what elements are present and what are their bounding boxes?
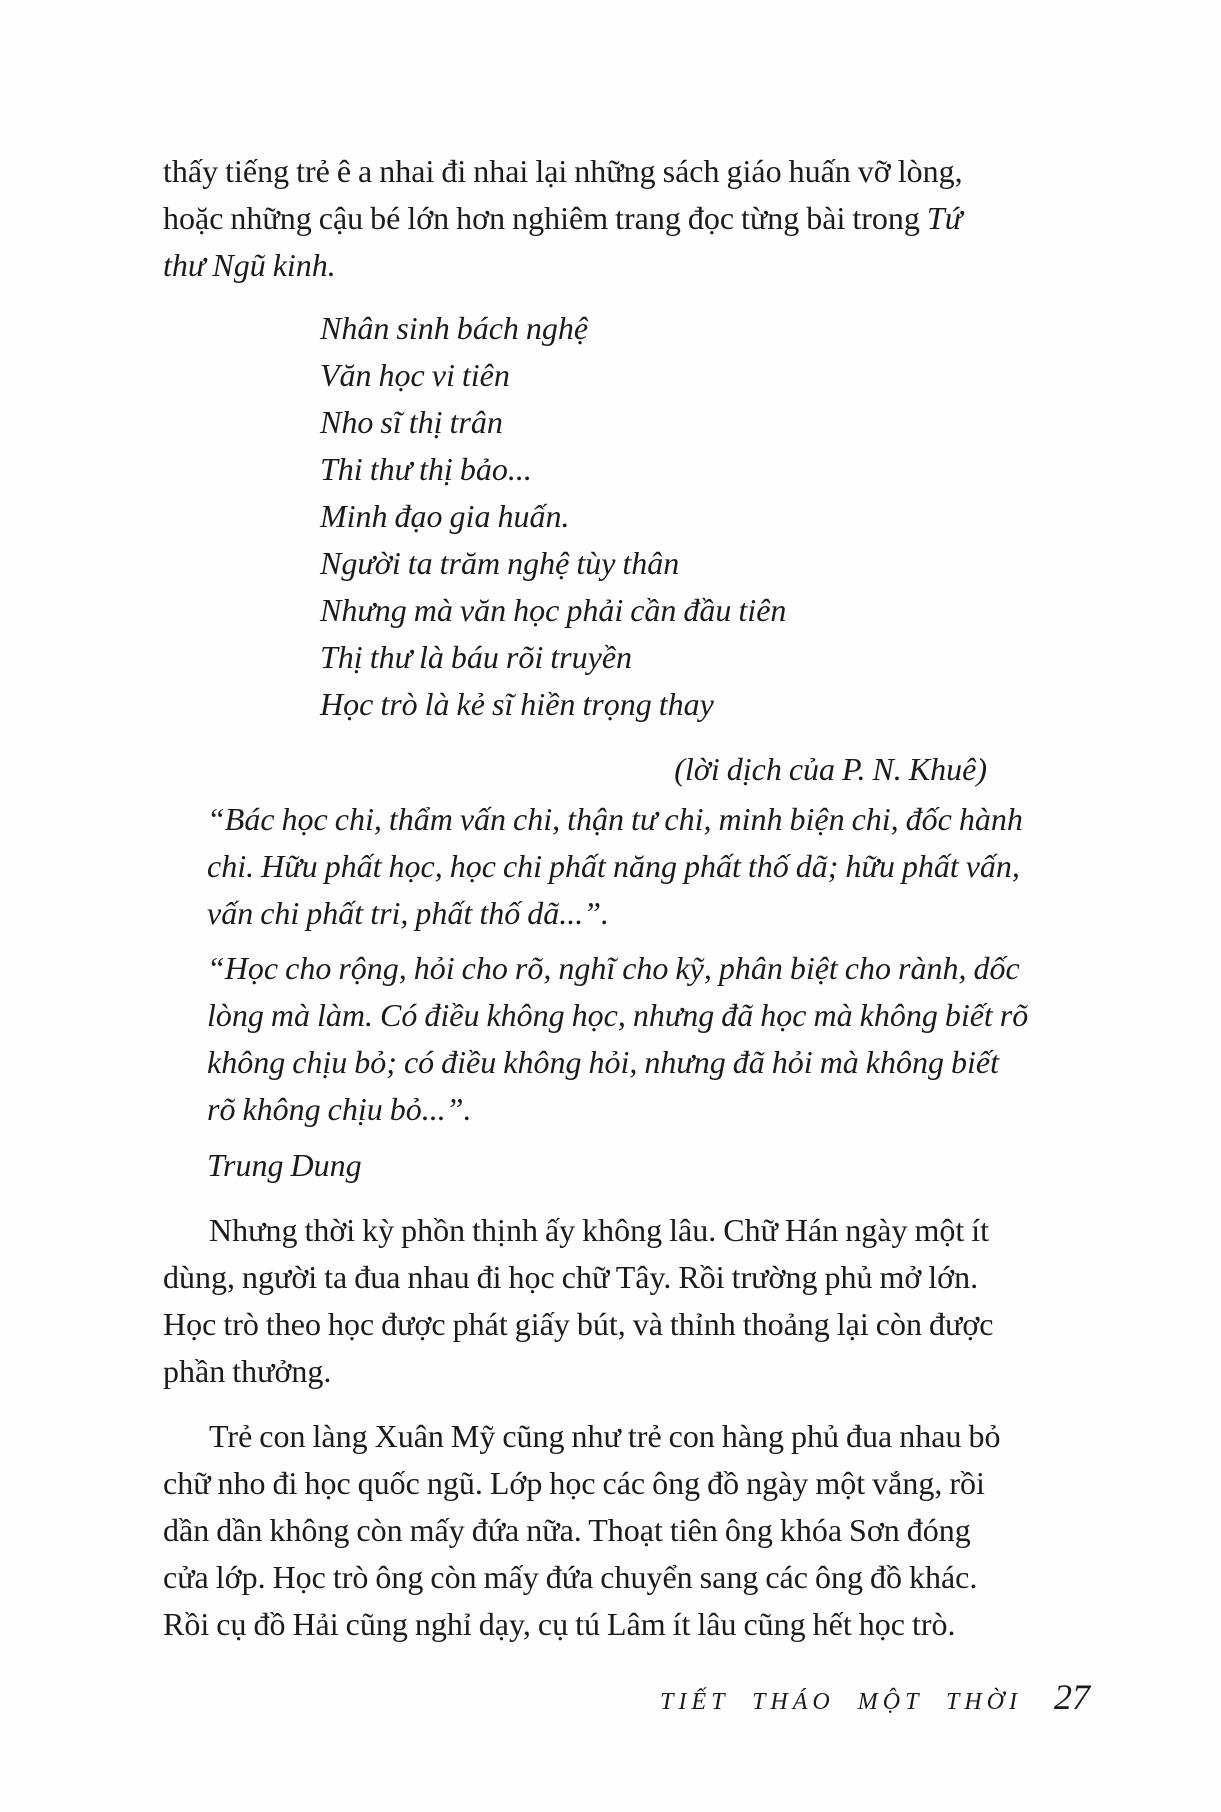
text-line: Minh đạo gia huấn. — [320, 498, 570, 534]
running-title: TIẾT THÁO MỘT THỜI — [660, 1689, 1022, 1715]
text-line: phần thưởng. — [163, 1353, 332, 1389]
text-line: thấy tiếng trẻ ê a nhai đi nhai lại những sách giáo huấn vỡ lòng, — [163, 153, 963, 189]
text-line: Trẻ con làng Xuân Mỹ cũng như trẻ con hàng phủ đua nhau bỏ — [209, 1418, 1001, 1454]
text-line: chữ nho đi học quốc ngũ. Lớp học các ông đồ ngày một vắng, rồi — [163, 1465, 985, 1501]
quote-vietnamese-translation — [207, 945, 1090, 1133]
page-number: 27 — [1054, 1677, 1090, 1717]
text-line: Nhân sinh bách nghệ — [320, 310, 589, 346]
text-line: không chịu bỏ; có điều không hỏi, nhưng đã hỏi mà không biết — [207, 1044, 999, 1080]
text-line: Nho sĩ thị trân — [320, 404, 503, 440]
text-line: hoặc những cậu bé lớn hơn nghiêm trang đọc từng bài trong Tứ — [163, 200, 963, 236]
text-line: Thị thư là báu rõi truyền — [320, 639, 633, 675]
quote-chinese-transliteration — [207, 796, 1090, 937]
text-line: Văn học vi tiên — [320, 357, 510, 393]
text-line: rõ không chịu bỏ...”. — [207, 1091, 472, 1127]
text-line: Thi thư thị bảo... — [320, 451, 532, 487]
text-line: Nhưng thời kỳ phồn thịnh ấy không lâu. Chữ Hán ngày một ít — [209, 1212, 989, 1248]
text-line: Nhưng mà văn học phải cần đầu tiên — [320, 592, 787, 628]
paragraph-intro — [163, 148, 1090, 289]
text-line: lòng mà làm. Có điều không học, nhưng đã học mà không biết rõ — [207, 997, 1029, 1033]
text-line: Học trò theo học được phát giấy bút, và thỉnh thoảng lại còn được — [163, 1306, 994, 1342]
text-line: Người ta trăm nghệ tùy thân — [320, 545, 680, 581]
text-line: dần dần không còn mấy đứa nữa. Thoạt tiên ông khóa Sơn đóng — [163, 1512, 971, 1548]
text-line: Rồi cụ đồ Hải cũng nghỉ dạy, cụ tú Lâm ít lâu cũng hết học trò. — [163, 1606, 956, 1642]
paragraph-decline-of-han — [163, 1207, 1090, 1395]
text-line: “Học cho rộng, hỏi cho rõ, nghĩ cho kỹ, phân biệt cho rành, dốc — [207, 950, 1020, 986]
text-line: thư Ngũ kinh. — [163, 247, 336, 283]
text-line: vấn chi phất tri, phất thố dã...”. — [207, 895, 609, 931]
page-footer — [660, 1676, 1090, 1718]
poem-block — [320, 305, 1090, 728]
text-line: cửa lớp. Học trò ông còn mấy đứa chuyển sang các ông đồ khác. — [163, 1559, 978, 1595]
text-line: chi. Hữu phất học, học chi phất năng phất thố dã; hữu phất vấn, — [207, 848, 1020, 884]
text-line: “Bác học chi, thẩm vấn chi, thận tư chi, minh biện chi, đốc hành — [207, 801, 1023, 837]
quote-source: Trung Dung — [207, 1147, 362, 1183]
text-line: dùng, người ta đua nhau đi học chữ Tây. Rồi trường phủ mở lớn. — [163, 1259, 979, 1295]
paragraph-xuan-my-children — [163, 1413, 1090, 1648]
page-body — [163, 130, 1090, 1648]
poem-attribution: (lời dịch của P. N. Khuê) — [674, 751, 987, 787]
text-line: Học trò là kẻ sĩ hiền trọng thay — [320, 686, 714, 722]
